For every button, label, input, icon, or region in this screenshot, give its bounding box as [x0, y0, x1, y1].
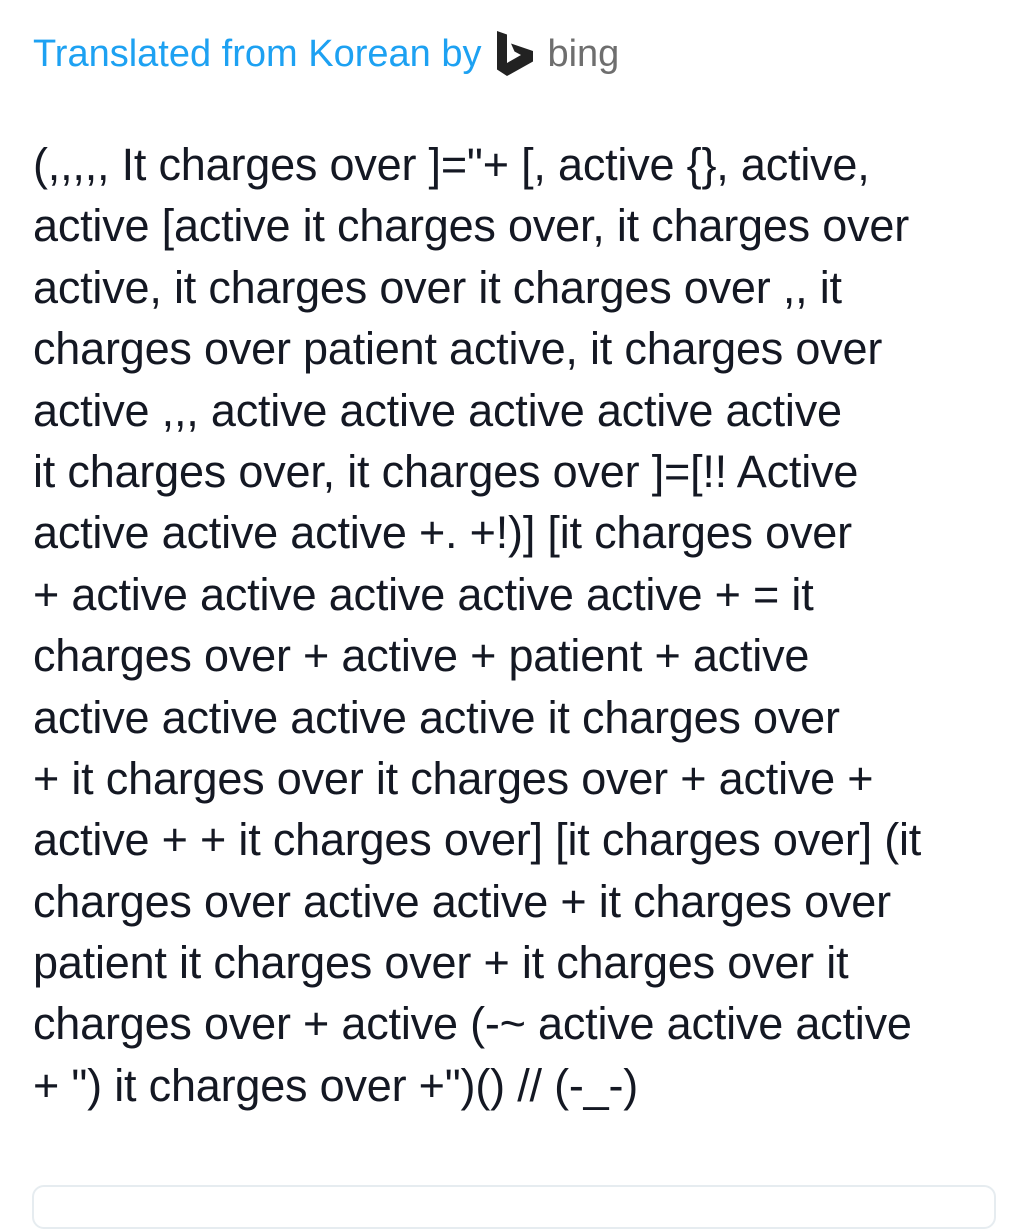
bing-wordmark: bing [547, 33, 620, 75]
tweet-text-line: active [active it charges over, it charges over [33, 200, 910, 252]
tweet-text-line: it charges over, it charges over ]=[!! Active [33, 445, 859, 497]
translation-attribution [33, 26, 619, 82]
tweet-text-line: + ") it charges over +")() // (-_-) [33, 1059, 639, 1111]
bing-logo [495, 26, 619, 82]
tweet-text-line: charges over + active + patient + active [33, 630, 810, 682]
tweet-text-line: charges over active active + it charges over [33, 875, 891, 927]
tweet-text-line: active active active +. +!)] [it charges over [33, 507, 852, 559]
tweet-text-line: active ,,, active active active active active [33, 384, 842, 436]
tweet-text-line: + active active active active active + = it [33, 568, 814, 620]
tweet-text-line: active, it charges over it charges over ,, it [33, 261, 842, 313]
tweet-text-line: patient it charges over + it charges over it [33, 937, 849, 989]
tweet-text-line: (,,,,, It charges over ]="+ [, active {}, active, [33, 139, 870, 190]
tweet-text-line: active active active active it charges over [33, 691, 840, 743]
quoted-card-edge[interactable] [32, 1185, 996, 1229]
tweet-text-line: + it charges over it charges over + active + [33, 752, 874, 804]
tweet-text-line: charges over patient active, it charges over [33, 323, 883, 375]
bing-logo-icon [495, 30, 539, 78]
translated-tweet-text [33, 134, 1003, 1116]
translated-from-link[interactable]: Translated from Korean by [33, 33, 482, 75]
tweet-text-line: charges over + active (-~ active active active [33, 998, 912, 1050]
tweet-text-line: active + + it charges over] [it charges over] (it [33, 814, 922, 866]
